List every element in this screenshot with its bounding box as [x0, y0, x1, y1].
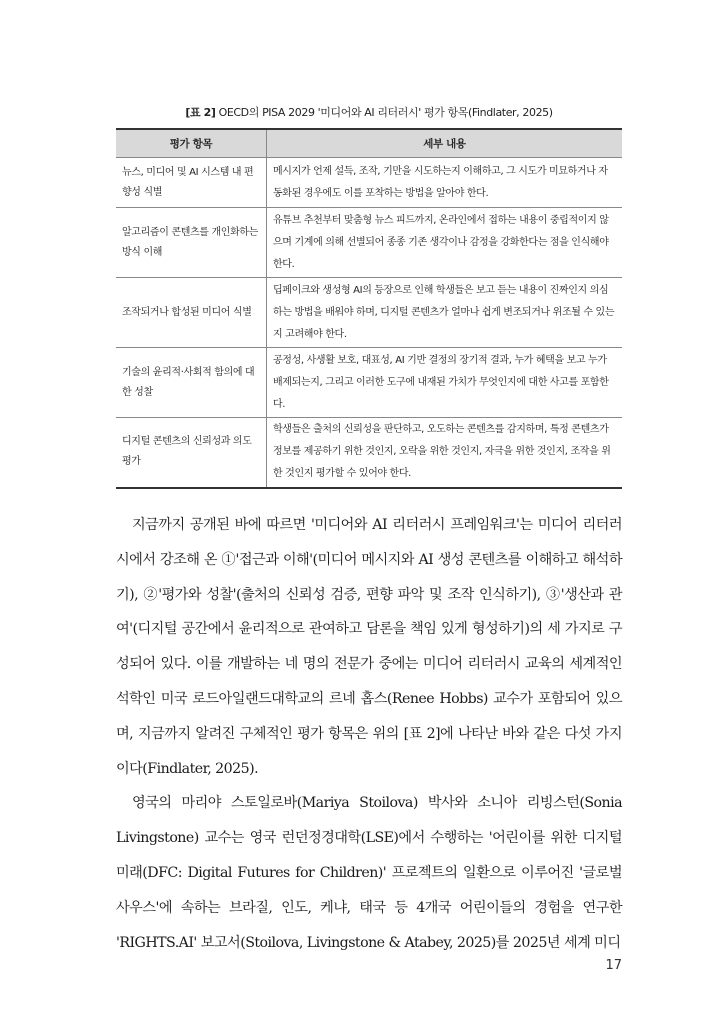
table-caption-title: OECD의 PISA 2029 '미디어와 AI 리터러시' 평가 항목(Findlater, 2025) — [215, 106, 553, 119]
body-text — [116, 508, 622, 960]
row-detail: 딥페이크와 생성형 AI의 등장으로 인해 학생들은 보고 듣는 내용이 진짜인지 의심하는 방법을 배워야 하며, 디지털 콘텐츠가 얼마나 쉽게 변조되거나 위조될 수 있는지 고려해야 한다. — [267, 278, 623, 348]
row-detail: 메시지가 언제 설득, 조작, 기만을 시도하는지 이해하고, 그 시도가 미묘하거나 자동화된 경우에도 이를 포착하는 방법을 알아야 한다. — [267, 158, 623, 208]
table-row — [116, 158, 622, 208]
row-detail: 유튜브 추천부터 맞춤형 뉴스 피드까지, 온라인에서 접하는 내용이 중립적이지 않으며 기계에 의해 선별되어 종종 기존 생각이나 감정을 강화한다는 점을 인식해야 한다. — [267, 208, 623, 278]
table-caption-label: [표 2] — [185, 106, 216, 119]
row-item: 알고리즘이 콘텐츠를 개인화하는 방식 이해 — [116, 208, 267, 278]
table-caption — [116, 104, 622, 120]
table-header-row — [116, 129, 622, 158]
table-row — [116, 278, 622, 348]
row-item: 뉴스, 미디어 및 AI 시스템 내 편향성 식별 — [116, 158, 267, 208]
header-details: 세부 내용 — [267, 129, 623, 158]
table-row — [116, 208, 622, 278]
page-number: 17 — [605, 958, 622, 973]
paragraph: 지금까지 공개된 바에 따르면 '미디어와 AI 리터러시 프레임워크'는 미디어 리터러시에서 강조해 온 ①'접근과 이해'(미디어 메시지와 AI 생성 콘텐츠를 이해하고 해석하기), ②'평가와 성찰'(출처의 신뢰성 검증, 편향 파악 및 조작 인식하기), ③'생산과 관여'(디지털 공간에서 윤리적으로 관여하고 담론을 책임 있게 형성하기)의 세 가지로 구성되어 있다. 이를 개발하는 네 명의 전문가 중에는 미디어 리터러시 교육의 세계적인 석학인 미국 로드아일랜드대학교의 르네 홉스(Renee Hobbs) 교수가 포함되어 있으며, 지금까지 알려진 구체적인 평가 항목은 위의 [표 2]에 나타난 바와 같은 다섯 가지이다(Findlater, 2025). — [116, 517, 622, 777]
row-item: 조작되거나 합성된 미디어 식별 — [116, 278, 267, 348]
row-item: 기술의 윤리적·사회적 함의에 대한 성찰 — [116, 348, 267, 418]
table-row — [116, 348, 622, 418]
row-detail: 학생들은 출처의 신뢰성을 판단하고, 오도하는 콘텐츠를 감지하며, 특정 콘텐츠가 정보를 제공하기 위한 것인지, 오락을 위한 것인지, 자극을 위한 것인지, 조작을 위한 것인지 평가할 수 있어야 한다. — [267, 418, 623, 488]
table-row — [116, 418, 622, 488]
header-evaluation-item: 평가 항목 — [116, 129, 267, 158]
row-item: 디지털 콘텐츠의 신뢰성과 의도 평가 — [116, 418, 267, 488]
row-detail: 공정성, 사생활 보호, 대표성, AI 기반 결정의 장기적 결과, 누가 혜택을 보고 누가 배제되는지, 그리고 이러한 도구에 내재된 가치가 무엇인지에 대한 사고를 포함한다. — [267, 348, 623, 418]
paragraph: 영국의 마리야 스토일로바(Mariya Stoilova) 박사와 소니아 리빙스턴(Sonia Livingstone) 교수는 영국 런던정경대학(LSE)에서 수행하는 '어린이를 위한 디지털 미래(DFC: Digital Futures for Children)' 프로젝트의 일환으로 이루어진 '글로벌 사우스'에 속하는 브라질, 인도, 케냐, 태국 등 4개국 어린이들의 경험을 연구한 'RIGHTS.AI' 보고서(Stoilova, Livingstone & Atabey, 2025)를 2025년 세계 미디 — [116, 795, 622, 951]
evaluation-items-table — [116, 128, 622, 489]
